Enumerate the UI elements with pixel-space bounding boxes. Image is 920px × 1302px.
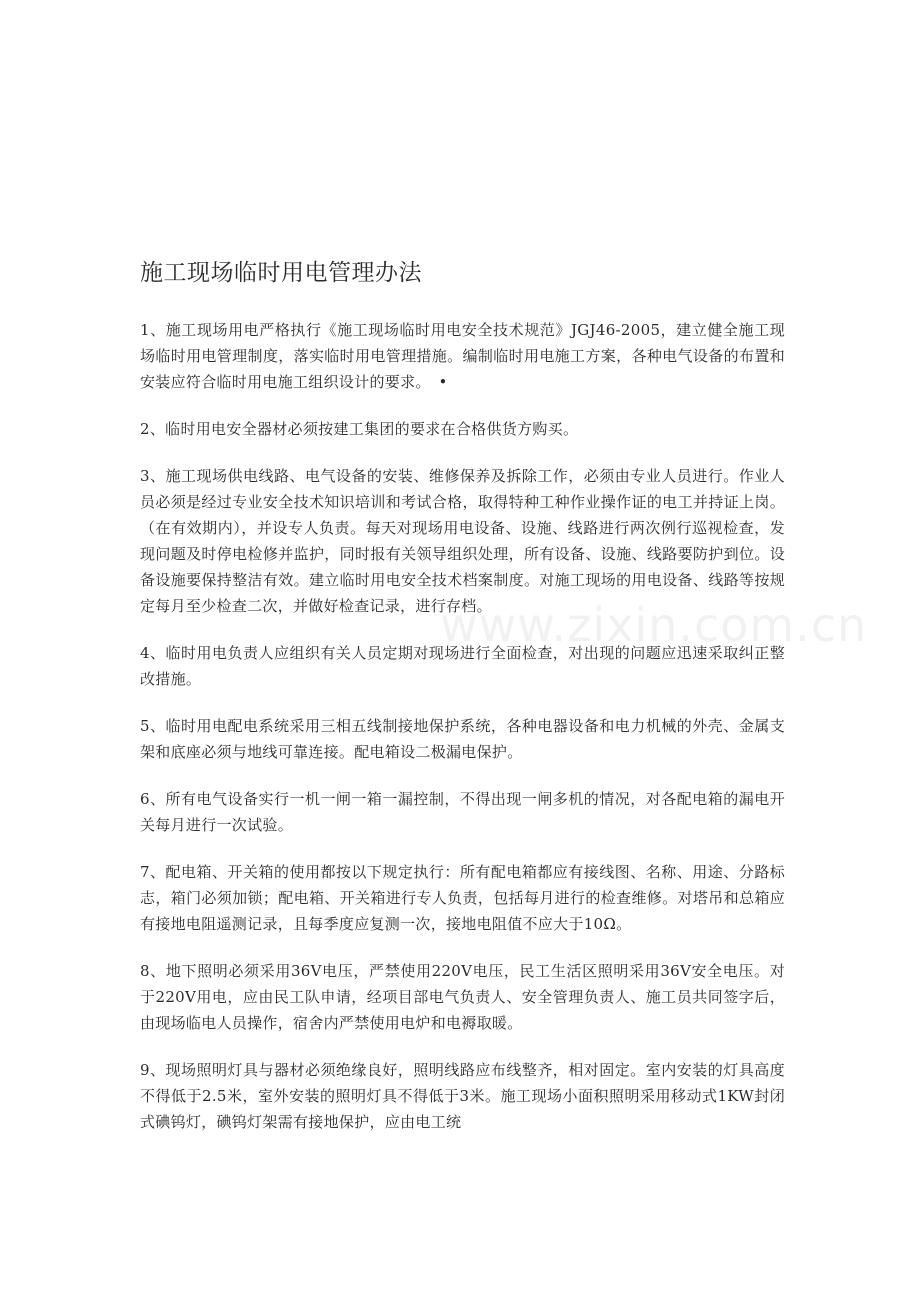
paragraph-1: 1、施工现场用电严格执行《施工现场临时用电安全技术规范》JGJ46-2005，建立健全施工现场临时用电管理制度，落实临时用电管理措施。编制临时用电施工方案，各种电气设备的布置和安装应符合临时用电施工组织设计的要求。 •: [140, 321, 785, 391]
watermark: www.zixin.com.cn: [440, 598, 868, 652]
paragraph-9: 9、现场照明灯具与器材必须绝缘良好，照明线路应布线整齐，相对固定。室内安装的灯具高度不得低于2.5米，室外安装的照明灯具不得低于3米。施工现场小面积照明采用移动式1KW封闭式碘钨灯，碘钨灯架需有接地保护，应由电工统: [140, 1061, 785, 1131]
paragraph-7: 7、配电箱、开关箱的使用都按以下规定执行：所有配电箱都应有接线图、名称、用途、分路标志，箱门必须加锁；配电箱、开关箱进行专人负责，包括每月进行的检查维修。对塔吊和总箱应有接地电阻遥测记录，且每季度应复测一次，接地电阻值不应大于10Ω。: [140, 863, 785, 933]
document-title: 施工现场临时用电管理办法: [140, 260, 422, 286]
document-body: [140, 317, 785, 1156]
paragraph-6: 6、所有电气设备实行一机一闸一箱一漏控制，不得出现一闸多机的情况，对各配电箱的漏电开关每月进行一次试验。: [140, 790, 785, 834]
paragraph-2: 2、临时用电安全器材必须按建工集团的要求在合格供货方购买。: [140, 420, 579, 438]
paragraph-8: 8、地下照明必须采用36V电压，严禁使用220V电压，民工生活区照明采用36V安全电压。对于220V用电，应由民工队申请，经项目部电气负责人、安全管理负责人、施工员共同签字后，由现场临电人员操作，宿舍内严禁使用电炉和电褥取暖。: [140, 962, 785, 1032]
paragraph-4: 4、临时用电负责人应组织有关人员定期对现场进行全面检查，对出现的问题应迅速采取纠正整改措施。: [140, 644, 785, 688]
paragraph-5: 5、临时用电配电系统采用三相五线制接地保护系统，各种电器设备和电力机械的外壳、金属支架和底座必须与地线可靠连接。配电箱设二极漏电保护。: [140, 717, 785, 761]
paragraph-3: 3、施工现场供电线路、电气设备的安装、维修保养及拆除工作，必须由专业人员进行。作业人员必须是经过专业安全技术知识培训和考试合格，取得特种工种作业操作证的电工并持证上岗。（在有效期内），并设专人负责。每天对现场用电设备、设施、线路进行两次例行巡视检查，发现问题及时停电检修并监护，同时报有关领导组织处理，所有设备、设施、线路要防护到位。设备设施要保持整洁有效。建立临时用电安全技术档案制度。对施工现场的用电设备、线路等按规定每月至少检查二次，并做好检查记录，进行存档。: [140, 467, 785, 615]
